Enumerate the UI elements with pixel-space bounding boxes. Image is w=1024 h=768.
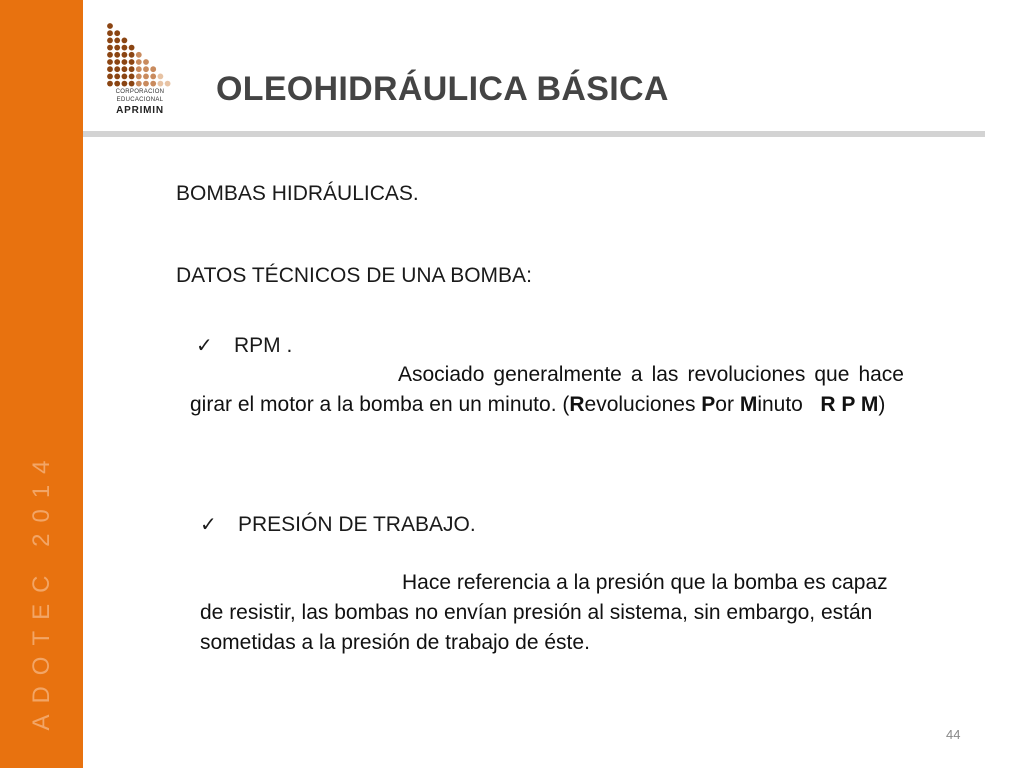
logo-dot — [107, 66, 113, 72]
logo-dot — [136, 81, 142, 87]
logo-dot — [129, 81, 135, 87]
checkmark-icon: ✓ — [196, 335, 213, 357]
logo-dot — [114, 59, 120, 65]
rpm-p-bold: P — [701, 393, 716, 416]
rpm-text: Asociado generalmente a las revoluciones que hace girar el motor a la bomba en un minuto. ( — [190, 363, 904, 416]
logo-dot — [122, 81, 128, 87]
logo-dot — [114, 52, 120, 58]
pressure-description: Hace referencia a la presión que la bomba es capaz de resistir, las bombas no envían presión al sistema, sin embargo, están sometidas a la presión de trabajo de éste. — [200, 571, 888, 654]
logo-dot — [158, 74, 164, 80]
logo-dot — [122, 59, 128, 65]
logo-dot — [107, 74, 113, 80]
logo-dot — [158, 81, 164, 87]
header-divider — [83, 131, 985, 137]
pressure-label: PRESIÓN DE TRABAJO. — [238, 512, 476, 536]
rpm-item — [196, 333, 292, 358]
logo-dot — [114, 45, 120, 51]
logo-dot — [107, 30, 113, 36]
logo-line-3: APRIMIN — [116, 105, 164, 116]
logo-dot — [165, 81, 171, 87]
rpm-m-bold: M — [739, 393, 758, 416]
logo-dot — [114, 38, 120, 44]
logo-dot — [129, 74, 135, 80]
rpm-description — [190, 360, 904, 420]
subsection-heading: DATOS TÉCNICOS DE UNA BOMBA: — [176, 264, 532, 287]
logo-dot — [150, 74, 156, 80]
logo-dot — [107, 81, 113, 87]
rpm-r-rest: evoluciones — [584, 393, 702, 416]
logo-dot — [114, 74, 120, 80]
logo-dot — [114, 81, 120, 87]
logo-dot — [136, 52, 142, 58]
rpm-label: RPM . — [234, 333, 293, 357]
page-title: OLEOHIDRÁULICA BÁSICA — [216, 70, 669, 108]
logo-dot — [136, 74, 142, 80]
logo-dot — [122, 45, 128, 51]
rpm-abbreviation: R P M — [820, 393, 879, 416]
sidebar-band — [0, 0, 83, 768]
rpm-p-rest: or — [715, 393, 740, 416]
logo-dots-icon — [106, 22, 172, 88]
logo-dot — [114, 66, 120, 72]
aprimin-logo — [106, 22, 174, 118]
rpm-close: ) — [878, 393, 886, 416]
logo-dot — [129, 66, 135, 72]
logo-dot — [129, 52, 135, 58]
logo-dot — [122, 74, 128, 80]
logo-dot — [107, 23, 113, 29]
logo-dot — [143, 81, 149, 87]
sidebar-vertical-text: ADOTEC 2014 — [28, 449, 55, 731]
logo-dot — [122, 38, 128, 44]
logo-dot — [136, 59, 142, 65]
rpm-r-bold: R — [569, 393, 585, 416]
logo-dot — [143, 66, 149, 72]
logo-dot — [129, 45, 135, 51]
logo-dot — [143, 59, 149, 65]
logo-line-1: CORPORACION — [115, 89, 165, 95]
logo-dot — [143, 74, 149, 80]
logo-line-2: EDUCACIONAL — [116, 97, 164, 103]
logo-dot — [150, 66, 156, 72]
section-heading: BOMBAS HIDRÁULICAS. — [176, 182, 419, 205]
checkmark-icon: ✓ — [200, 514, 217, 536]
page-number: 44 — [946, 727, 961, 742]
logo-dot — [107, 59, 113, 65]
logo-dot — [122, 52, 128, 58]
logo-dot — [107, 52, 113, 58]
logo-dot — [150, 81, 156, 87]
pressure-item — [200, 512, 476, 537]
logo-dot — [114, 30, 120, 36]
rpm-m-rest: inuto — [757, 393, 821, 416]
logo-dot — [107, 38, 113, 44]
logo-dot — [136, 66, 142, 72]
logo-dot — [107, 45, 113, 51]
logo-dot — [122, 66, 128, 72]
logo-dot — [129, 59, 135, 65]
